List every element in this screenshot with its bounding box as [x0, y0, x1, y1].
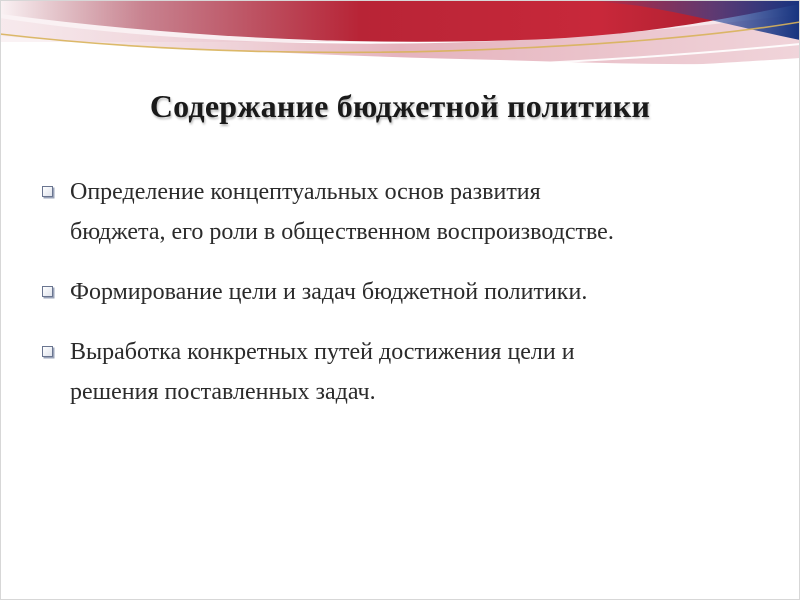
decorative-wave-banner — [0, 0, 800, 80]
bullet-line: Выработка конкретных путей достижения цели и — [70, 339, 575, 365]
bullet-line: Определение концептуальных основ развития — [70, 179, 541, 205]
checkbox-square-icon — [42, 186, 53, 197]
bullet-item — [40, 172, 760, 252]
bullet-item — [40, 272, 760, 312]
checkbox-square-icon — [42, 346, 53, 357]
bullet-item — [40, 332, 760, 412]
slide-title: Содержание бюджетной политики — [149, 88, 651, 124]
bullet-line: решения поставленных задач. — [70, 379, 376, 405]
checkbox-square-icon — [42, 286, 53, 297]
bullet-line: Формирование цели и задач бюджетной политики. — [70, 279, 588, 305]
bullet-list — [40, 172, 760, 432]
bullet-line: бюджета, его роли в общественном воспроизводстве. — [70, 219, 614, 245]
